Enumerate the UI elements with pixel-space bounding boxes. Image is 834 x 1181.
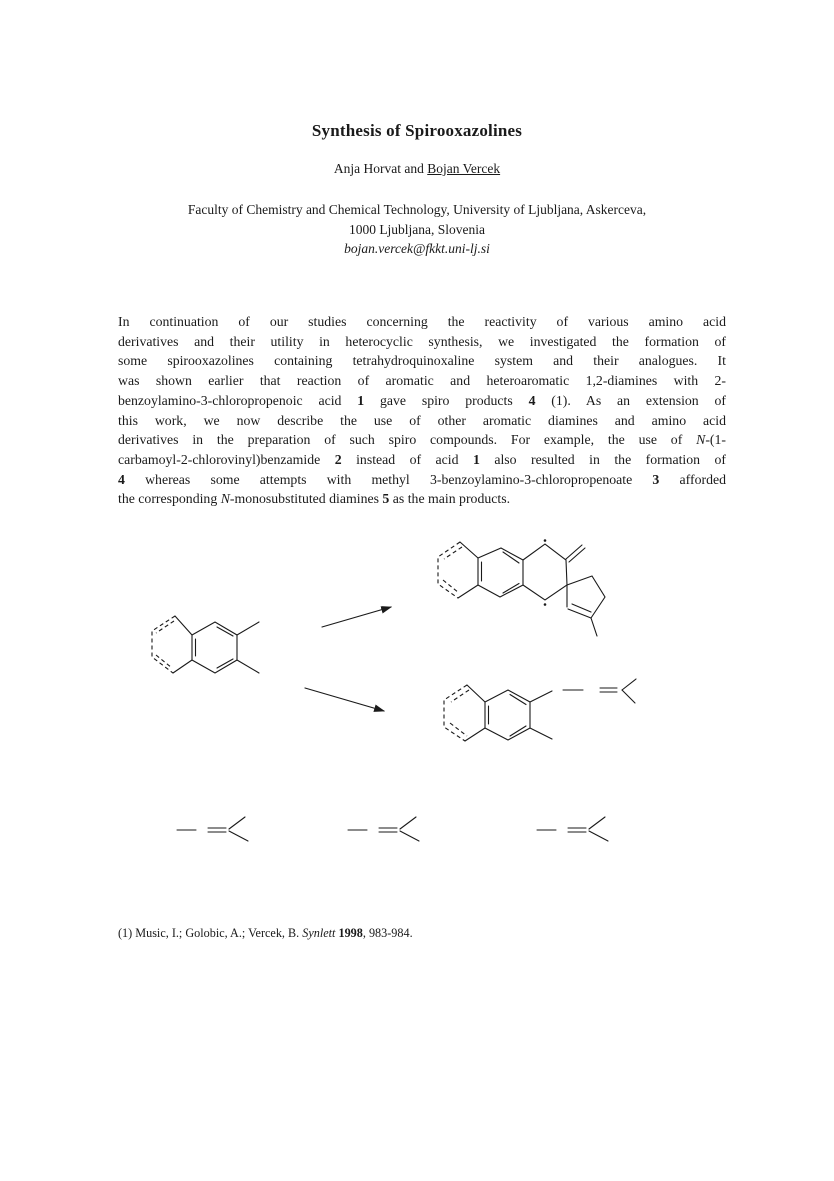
affiliation-line-1: Faculty of Chemistry and Chemical Technology, University of Ljubljana, Askerceva, (187, 202, 647, 217)
text-line: In continuation of our studies concerning the reactivity of various amino acid (118, 314, 726, 329)
vinyl-fragment-1 (177, 817, 248, 841)
text-line: derivatives in the preparation of such spiro compounds. For example, the use of N-(1- (118, 432, 726, 448)
reaction-arrow-bottom (305, 688, 384, 711)
vinyl-fragment-3 (537, 817, 608, 841)
reactant-diamine-structure (152, 616, 259, 673)
diamine-product-structure (444, 685, 552, 741)
text-line: this work, we now describe the use of other aromatic diamines and amino acid (118, 412, 726, 428)
text-line: (1) Music, I.; Golobic, A.; Vercek, B. Synlett 1998, 983-984. (118, 926, 413, 940)
text-line: benzoylamino-3-chloropropenoic acid 1 gave spiro products 4 (1). As an extension of (118, 392, 727, 408)
reaction-arrow-top (322, 607, 391, 627)
text-line: derivatives and their utility in heterocyclic synthesis, we investigated the formation of (118, 333, 726, 349)
text-line: Anja Horvat and Bojan Vercek (333, 161, 501, 176)
affiliation-line-2: 1000 Ljubljana, Slovenia (348, 221, 486, 237)
author-email: bojan.vercek@fkkt.uni-lj.si (344, 241, 490, 256)
page-title: Synthesis of Spirooxazolines (311, 121, 523, 140)
vinyl-fragment-2 (348, 817, 419, 841)
vinyl-fragment-inline (563, 679, 636, 703)
text-line: some spirooxazolines containing tetrahydroquinoxaline system and their analogues. It (118, 353, 726, 369)
text-line: was shown earlier that reaction of aromatic and heteroaromatic 1,2-diamines with 2- (118, 373, 726, 389)
reference-citation (118, 926, 738, 941)
text-line: the corresponding N-monosubstituted diamines 5 as the main products. (118, 491, 511, 507)
text-line: carbamoyl-2-chlorovinyl)benzamide 2 instead of acid 1 also resulted in the formation of (118, 451, 726, 467)
text-line: 4 whereas some attempts with methyl 3-benzoylamino-3-chloropropenoate 3 afforded (118, 471, 726, 487)
spiro-product-structure (438, 539, 605, 636)
